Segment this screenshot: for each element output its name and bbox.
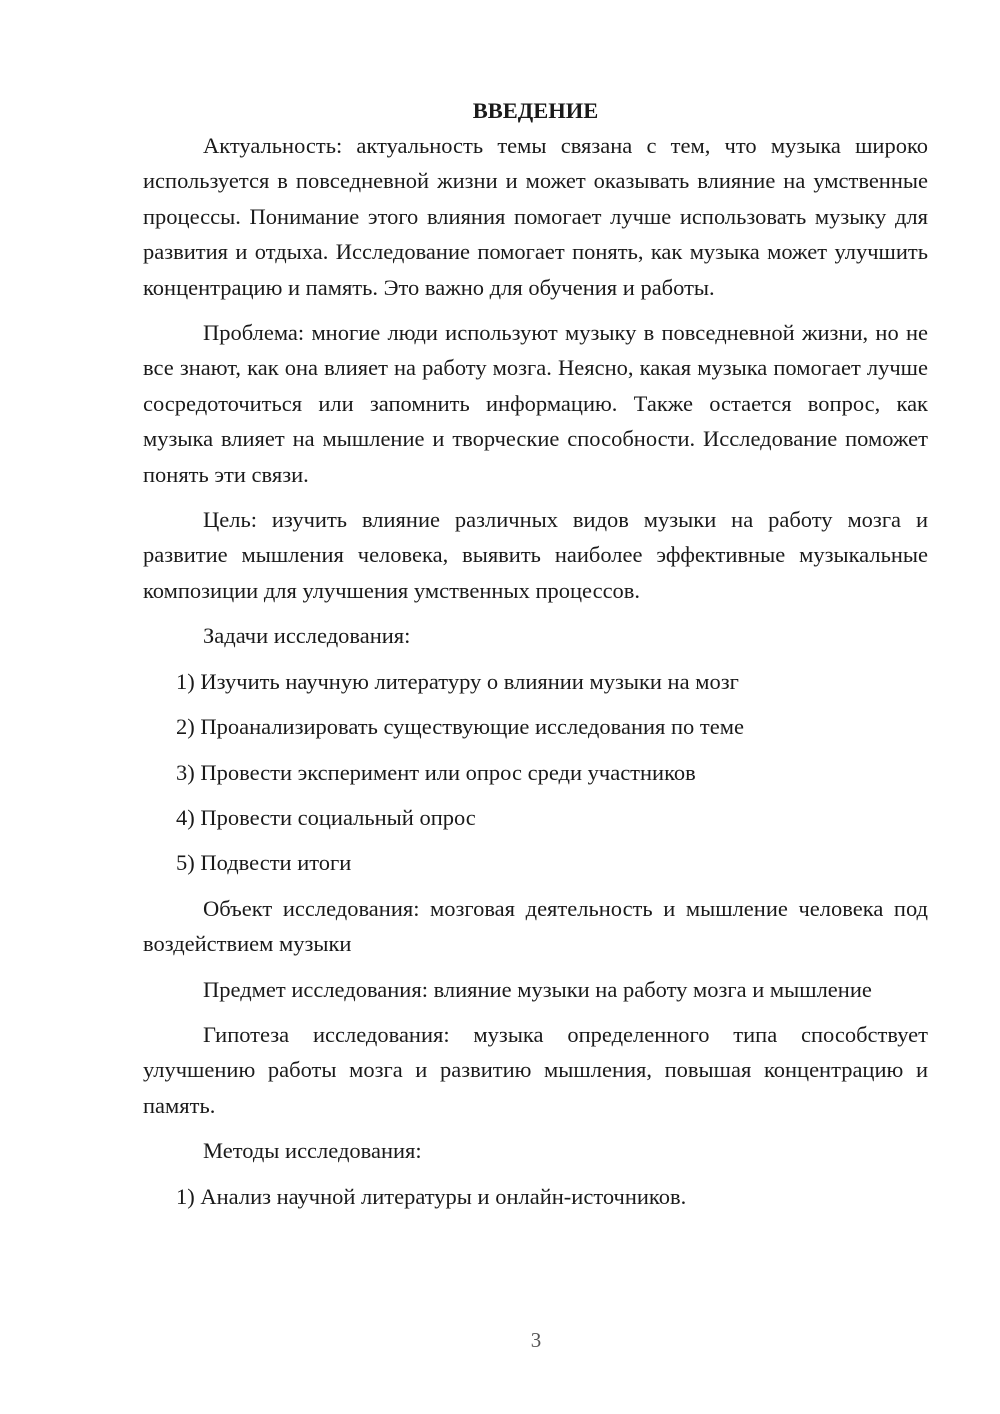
list-item: 3) Провести эксперимент или опрос среди участников [176,759,696,785]
subject-paragraph: Предмет исследования: влияние музыки на работу мозга и мышление [203,976,872,1002]
relevance-paragraph: Актуальность: актуальность темы связана с тем, что музыка широко используется в повседневной жизни и может оказывать влияние на умственные процессы. Понимание этого влияния помогает лучше использовать музыку для развития и отдыха. Исследование помогает понять, как музыка может улучшить концентрацию и память. Это важно для обучения и работы. [143,133,928,300]
list-item: 5) Подвести итоги [176,850,352,876]
problem-paragraph: Проблема: многие люди используют музыку в повседневной жизни, но не все знают, как она влияет на работу мозга. Неясно, какая музыка помогает лучше сосредоточиться или запомнить информацию. Также остается вопрос, как музыка влияет на мышление и творческие способности. Исследование поможет понять эти связи. [143,320,928,487]
methods-list [143,1179,928,1214]
list-item: 4) Провести социальный опрос [176,804,476,830]
tasks-heading: Задачи исследования: [203,623,411,649]
list-item: 1) Анализ научной литературы и онлайн-источников. [176,1183,687,1209]
hypothesis-paragraph: Гипотеза исследования: музыка определенного типа способствует улучшению работы мозга и развитию мышления, повышая концентрацию и память. [143,1021,928,1118]
methods-heading: Методы исследования: [203,1138,422,1164]
goal-paragraph: Цель: изучить влияние различных видов музыки на работу мозга и развитие мышления человека, выявить наиболее эффективные музыкальные композиции для улучшения умственных процессов. [143,507,928,603]
list-item: 1) Изучить научную литературу о влиянии музыки на мозг [176,668,739,694]
page-title: ВВЕДЕНИЕ [472,98,599,123]
tasks-list [143,664,928,881]
page-number: 3 [530,1328,542,1352]
list-item: 2) Проанализировать существующие исследования по теме [176,714,744,740]
object-paragraph: Объект исследования: мозговая деятельность и мышление человека под воздействием музыки [143,895,928,957]
page-content [143,93,928,1214]
